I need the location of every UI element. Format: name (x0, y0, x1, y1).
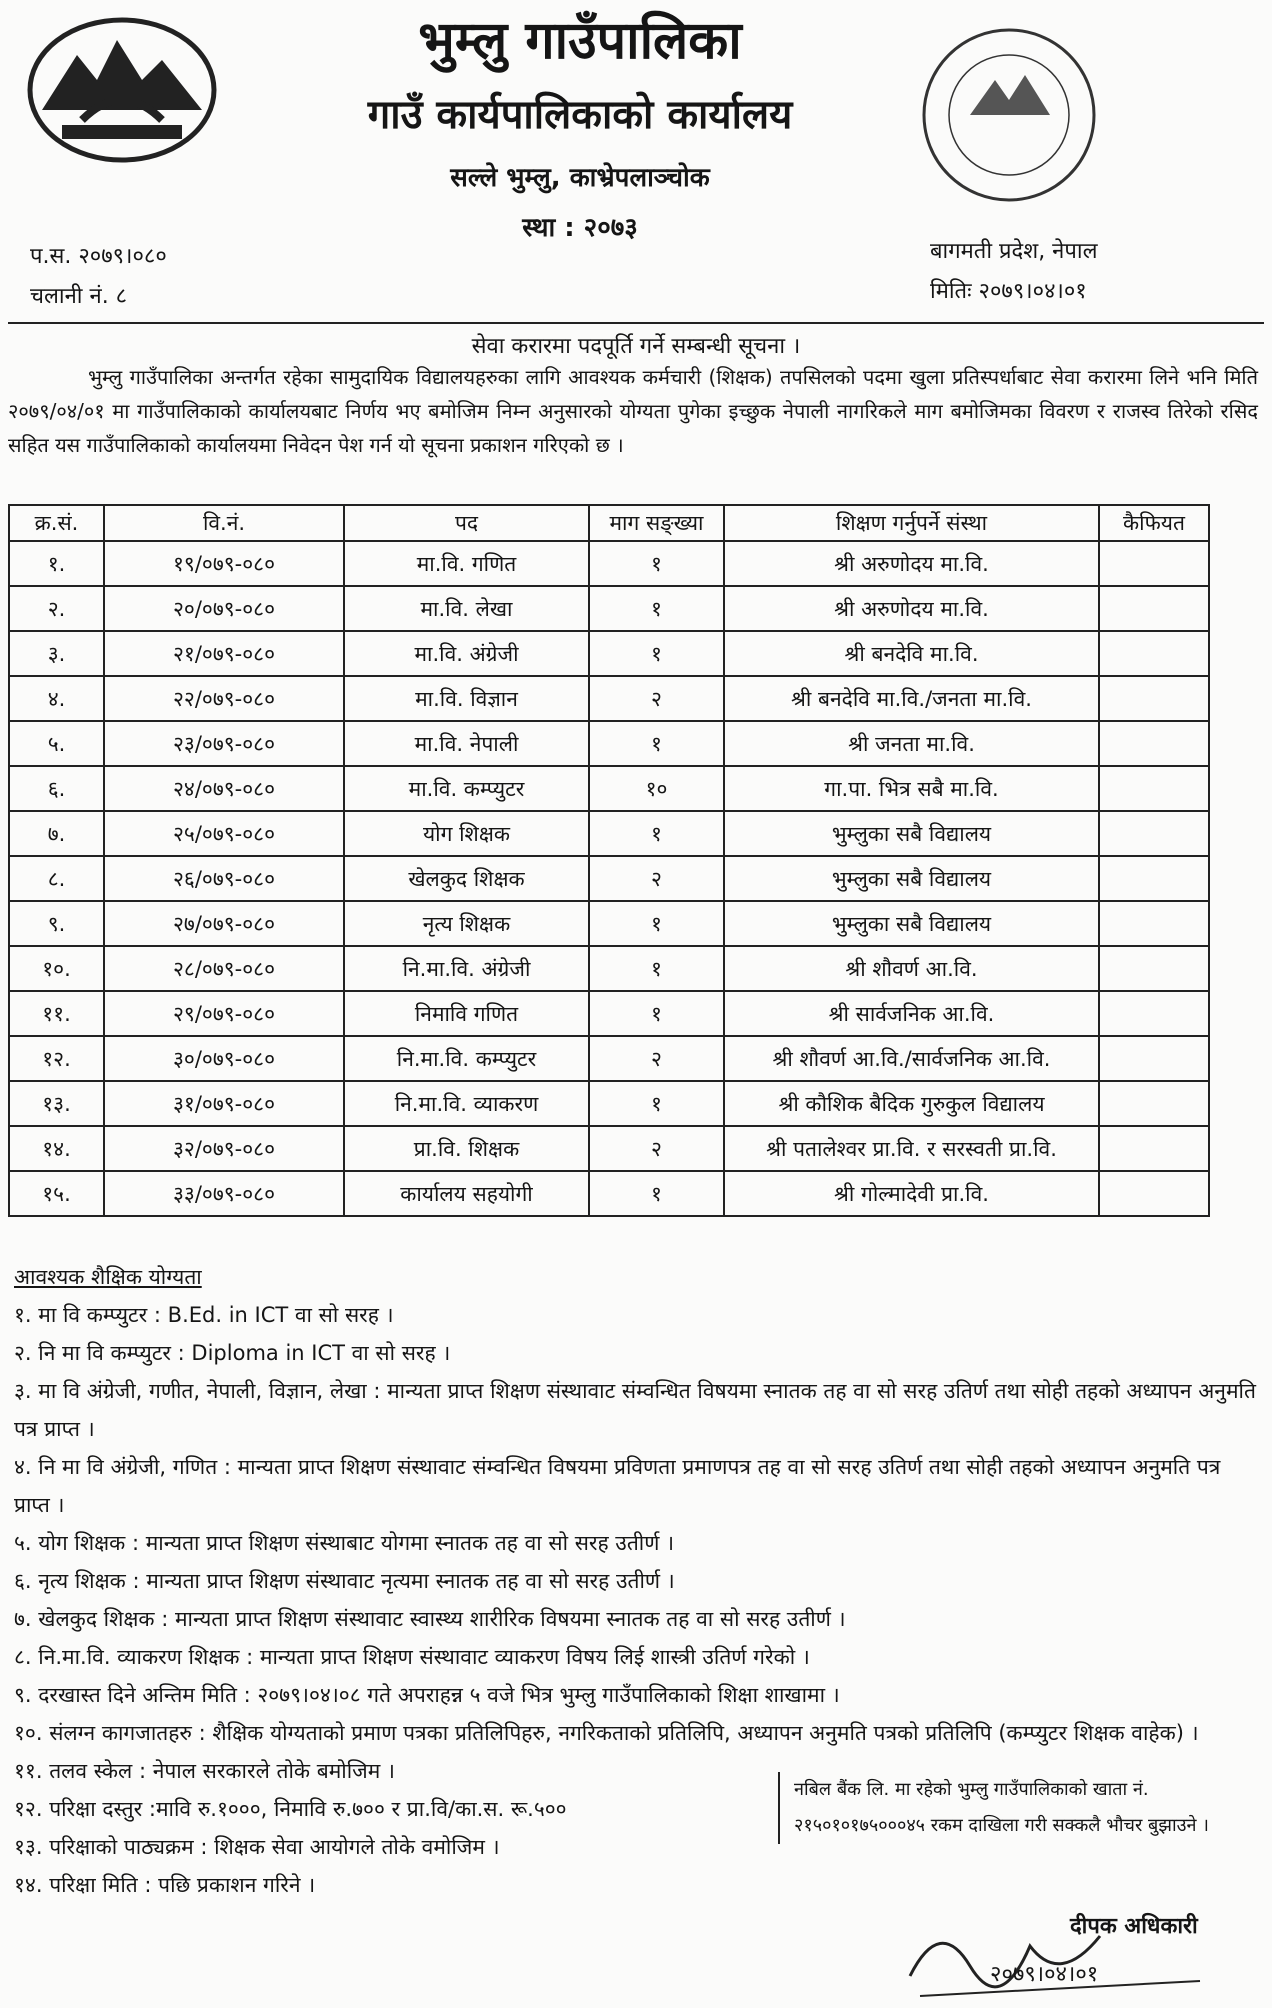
header-institution: शिक्षण गर्नुपर्ने संस्था (724, 505, 1099, 541)
cell-remarks (1099, 631, 1209, 676)
cell-sn: १. (9, 541, 104, 586)
cell-remarks (1099, 676, 1209, 721)
cell-ad-no: २१/०७९-०८० (104, 631, 344, 676)
cell-institution: श्री जनता मा.वि. (724, 721, 1099, 766)
office-seal (900, 20, 1118, 210)
cell-ad-no: ३०/०७९-०८० (104, 1036, 344, 1081)
cell-post: नि.मा.वि. अंग्रेजी (344, 946, 589, 991)
cell-post: मा.वि. विज्ञान (344, 676, 589, 721)
cell-institution: गा.पा. भित्र सबै मा.वि. (724, 766, 1099, 811)
cell-demand: १ (589, 541, 724, 586)
signature-date: २०७९।०४।०१ (990, 1962, 1099, 1987)
cell-demand: १ (589, 631, 724, 676)
cell-sn: २. (9, 586, 104, 631)
cell-institution: श्री बनदेवि मा.वि./जनता मा.वि. (724, 676, 1099, 721)
cell-ad-no: २३/०७९-०८० (104, 721, 344, 766)
cell-remarks (1099, 1036, 1209, 1081)
cell-institution: श्री बनदेवि मा.वि. (724, 631, 1099, 676)
table-body (9, 541, 1209, 1216)
cell-demand: १ (589, 586, 724, 631)
cell-sn: ११. (9, 991, 104, 1036)
cell-post: मा.वि. लेखा (344, 586, 589, 631)
table-row (9, 721, 1209, 766)
header-remarks: कैफियत (1099, 505, 1209, 541)
cell-ad-no: २४/०७९-०८० (104, 766, 344, 811)
cell-demand: २ (589, 1126, 724, 1171)
table-row (9, 1171, 1209, 1216)
req-item: ४. नि मा वि अंग्रेजी, गणित : मान्यता प्राप्त शिक्षण संस्थावाट संम्वन्धित विषयमा प्रविणता प्रमाणपत्र तह वा सो सरह उतिर्ण तथा सोही तहको अध्यापन अनुमति पत्र प्राप्त । (14, 1455, 1221, 1517)
cell-sn: ४. (9, 676, 104, 721)
req-item: ७. खेलकुद शिक्षक : मान्यता प्राप्त शिक्षण संस्थावाट स्वास्थ्य शारीरिक विषयमा स्नातक तह वा सो सरह उतीर्ण । (14, 1607, 846, 1631)
header-sn: क्र.सं. (9, 505, 104, 541)
cell-sn: १४. (9, 1126, 104, 1171)
cell-ad-no: ३३/०७९-०८० (104, 1171, 344, 1216)
cell-institution: भुम्लुका सबै विद्यालय (724, 901, 1099, 946)
table-row (9, 946, 1209, 991)
established-year: स्था : २०७३ (522, 213, 638, 243)
req-item: ५. योग शिक्षक : मान्यता प्राप्त शिक्षण संस्थाबाट योगमा स्नातक तह वा सो सरह उतीर्ण । (14, 1531, 675, 1555)
req-item: १०. संलग्न कागजातहरु : शैक्षिक योग्यताको प्रमाण पत्रका प्रतिलिपिहरु, नगरिकताको प्रतिलिपि, अध्यापन अनुमति पत्रको प्रतिलिपि (कम्प्युटर शिक्षक वाहेक) । (14, 1721, 1199, 1745)
cell-ad-no: २७/०७९-०८० (104, 901, 344, 946)
cell-remarks (1099, 721, 1209, 766)
cell-post: निमावि गणित (344, 991, 589, 1036)
cell-demand: १ (589, 991, 724, 1036)
signatory-name: दीपक अधिकारी (1070, 1914, 1198, 1939)
req-item: ८. नि.मा.वि. व्याकरण शिक्षक : मान्यता प्राप्त शिक्षण संस्थावाट व्याकरण विषय लिई शास्त्री उतिर्ण गरेको । (14, 1645, 810, 1669)
cell-demand: १ (589, 901, 724, 946)
province: बागमती प्रदेश, नेपाल (930, 239, 1098, 264)
notice-intro: भुम्लु गाउँपालिका अन्तर्गत रहेका सामुदायिक विद्यालयहरुका लागि आवश्यक कर्मचारी (शिक्षक) तपसिलको पदमा खुला प्रतिस्पर्धाबाट सेवा करारमा लिने भनि मिति २०७९/०४/०१ मा गाउँपालिकाको कार्यालयबाट निर्णय भए बमोजिम निम्न अनुसारको योग्यता पुगेका इच्छुक नेपाली नागरिकले माग बमोजिमका विवरण र राजस्व तिरेको रसिद सहित यस गाउँपालिकाको कार्यालयमा निवेदन पेश गर्न यो सूचना प्रकाशन गरिएको छ । (8, 365, 1258, 457)
letter-date: मितिः २०७९।०४।०१ (930, 279, 1087, 304)
table-row (9, 586, 1209, 631)
req-item: १३. परिक्षाको पाठ्यक्रम : शिक्षक सेवा आयोगले तोके वमोजिम । (14, 1835, 500, 1859)
cell-demand: २ (589, 856, 724, 901)
cell-demand: १ (589, 811, 724, 856)
cell-ad-no: २८/०७९-०८० (104, 946, 344, 991)
cell-institution: भुम्लुका सबै विद्यालय (724, 811, 1099, 856)
cell-institution: श्री अरुणोदय मा.वि. (724, 586, 1099, 631)
header-post: पद (344, 505, 589, 541)
cell-remarks (1099, 1081, 1209, 1126)
cell-sn: १५. (9, 1171, 104, 1216)
requirements-title: आवश्यक शैक्षिक योग्यता (14, 1265, 202, 1289)
cell-post: कार्यालय सहयोगी (344, 1171, 589, 1216)
vacancy-table (8, 504, 1210, 1217)
cell-post: मा.वि. गणित (344, 541, 589, 586)
cell-post: नि.मा.वि. व्याकरण (344, 1081, 589, 1126)
req-item: १२. परिक्षा दस्तुर :मावि रु.१०००, निमावि रु.७०० र प्रा.वि/का.स. रू.५०० (14, 1797, 567, 1821)
cell-ad-no: २९/०७९-०८० (104, 991, 344, 1036)
cell-demand: १० (589, 766, 724, 811)
cell-institution: श्री सार्वजनिक आ.वि. (724, 991, 1099, 1036)
cell-sn: ५. (9, 721, 104, 766)
municipality-title: भुम्लु गाउँपालिका (418, 11, 742, 71)
cell-remarks (1099, 811, 1209, 856)
cell-post: प्रा.वि. शिक्षक (344, 1126, 589, 1171)
cell-demand: २ (589, 1036, 724, 1081)
req-item: ११. तलव स्केल : नेपाल सरकारले तोके बमोजिम । (14, 1759, 395, 1783)
req-item: १. मा वि कम्प्युटर : B.Ed. in ICT वा सो सरह । (14, 1303, 394, 1327)
cell-demand: १ (589, 946, 724, 991)
cell-ad-no: २०/०७९-०८० (104, 586, 344, 631)
cell-institution: श्री गोल्मादेवी प्रा.वि. (724, 1171, 1099, 1216)
cell-institution: श्री शौवर्ण आ.वि./सार्वजनिक आ.वि. (724, 1036, 1099, 1081)
office-title: गाउँ कार्यपालिकाको कार्यालय (367, 92, 793, 138)
cell-institution: श्री पतालेश्वर प्रा.वि. र सरस्वती प्रा.वि. (724, 1126, 1099, 1171)
cell-ad-no: २६/०७९-०८० (104, 856, 344, 901)
bank-deposit-note: नबिल बैंक लि. मा रहेको भुम्लु गाउँपालिकाको खाता नं. २१५०१०१७५०००४५ रकम दाखिला गरी सक्कलै भौचर बुझाउने । (778, 1772, 1260, 1844)
req-item: ३. मा वि अंग्रेजी, गणीत, नेपाली, विज्ञान, लेखा : मान्यता प्राप्त शिक्षण संस्थावाट संम्वन्धित विषयमा स्नातक तह वा सो सरह उतिर्ण तथा सोही तहको अध्यापन अनुमति पत्र प्राप्त । (14, 1379, 1256, 1441)
office-address: सल्ले भुम्लु, काभ्रेपलाञ्चोक (450, 163, 710, 193)
cell-remarks (1099, 766, 1209, 811)
table-row (9, 856, 1209, 901)
cell-institution: श्री कौशिक बैदिक गुरुकुल विद्यालय (724, 1081, 1099, 1126)
emblem-logo (22, 10, 222, 170)
dispatch-number: चलानी नं. ८ (30, 284, 128, 309)
notice-title: सेवा करारमा पदपूर्ति गर्ने सम्बन्धी सूचना । (471, 334, 801, 359)
table-row (9, 676, 1209, 721)
cell-sn: ६. (9, 766, 104, 811)
fiscal-year: प.स. २०७९।०८० (30, 244, 167, 269)
req-item: १४. परिक्षा मिति : पछि प्रकाशन गरिने । (14, 1873, 316, 1897)
cell-remarks (1099, 1126, 1209, 1171)
cell-sn: १२. (9, 1036, 104, 1081)
cell-ad-no: ३१/०७९-०८० (104, 1081, 344, 1126)
table-header-row (9, 505, 1209, 541)
cell-remarks (1099, 946, 1209, 991)
cell-institution: श्री अरुणोदय मा.वि. (724, 541, 1099, 586)
cell-post: नृत्य शिक्षक (344, 901, 589, 946)
table-row (9, 901, 1209, 946)
cell-remarks (1099, 586, 1209, 631)
table-row (9, 766, 1209, 811)
cell-post: नि.मा.वि. कम्प्युटर (344, 1036, 589, 1081)
cell-post: मा.वि. नेपाली (344, 721, 589, 766)
req-item: २. नि मा वि कम्प्युटर : Diploma in ICT वा सो सरह । (14, 1341, 451, 1365)
cell-institution: श्री शौवर्ण आ.वि. (724, 946, 1099, 991)
req-item: ९. दरखास्त दिने अन्तिम मिति : २०७९।०४।०८ गते अपराहन्न ५ वजे भित्र भुम्लु गाउँपालिकाको शिक्षा शाखामा । (14, 1683, 840, 1707)
cell-remarks (1099, 1171, 1209, 1216)
table-row (9, 991, 1209, 1036)
cell-sn: ९. (9, 901, 104, 946)
cell-remarks (1099, 541, 1209, 586)
cell-ad-no: ३२/०७९-०८० (104, 1126, 344, 1171)
cell-demand: १ (589, 721, 724, 766)
cell-sn: ८. (9, 856, 104, 901)
table-row (9, 541, 1209, 586)
cell-post: मा.वि. कम्प्युटर (344, 766, 589, 811)
table-row (9, 811, 1209, 856)
cell-demand: १ (589, 1171, 724, 1216)
table-row (9, 1081, 1209, 1126)
cell-ad-no: २२/०७९-०८० (104, 676, 344, 721)
table-row (9, 1126, 1209, 1171)
req-item: ६. नृत्य शिक्षक : मान्यता प्राप्त शिक्षण संस्थावाट नृत्यमा स्नातक तह वा सो सरह उतीर्ण । (14, 1569, 675, 1593)
cell-ad-no: १९/०७९-०८० (104, 541, 344, 586)
cell-sn: १०. (9, 946, 104, 991)
cell-demand: २ (589, 676, 724, 721)
header-demand: माग सङ्ख्या (589, 505, 724, 541)
cell-sn: १३. (9, 1081, 104, 1126)
cell-post: खेलकुद शिक्षक (344, 856, 589, 901)
table-row (9, 1036, 1209, 1081)
header-ad-no: वि.नं. (104, 505, 344, 541)
cell-demand: १ (589, 1081, 724, 1126)
cell-sn: ३. (9, 631, 104, 676)
cell-institution: भुम्लुका सबै विद्यालय (724, 856, 1099, 901)
table-row (9, 631, 1209, 676)
cell-sn: ७. (9, 811, 104, 856)
cell-ad-no: २५/०७९-०८० (104, 811, 344, 856)
cell-post: मा.वि. अंग्रेजी (344, 631, 589, 676)
cell-remarks (1099, 856, 1209, 901)
cell-post: योग शिक्षक (344, 811, 589, 856)
cell-remarks (1099, 991, 1209, 1036)
header-divider (8, 322, 1264, 324)
cell-remarks (1099, 901, 1209, 946)
